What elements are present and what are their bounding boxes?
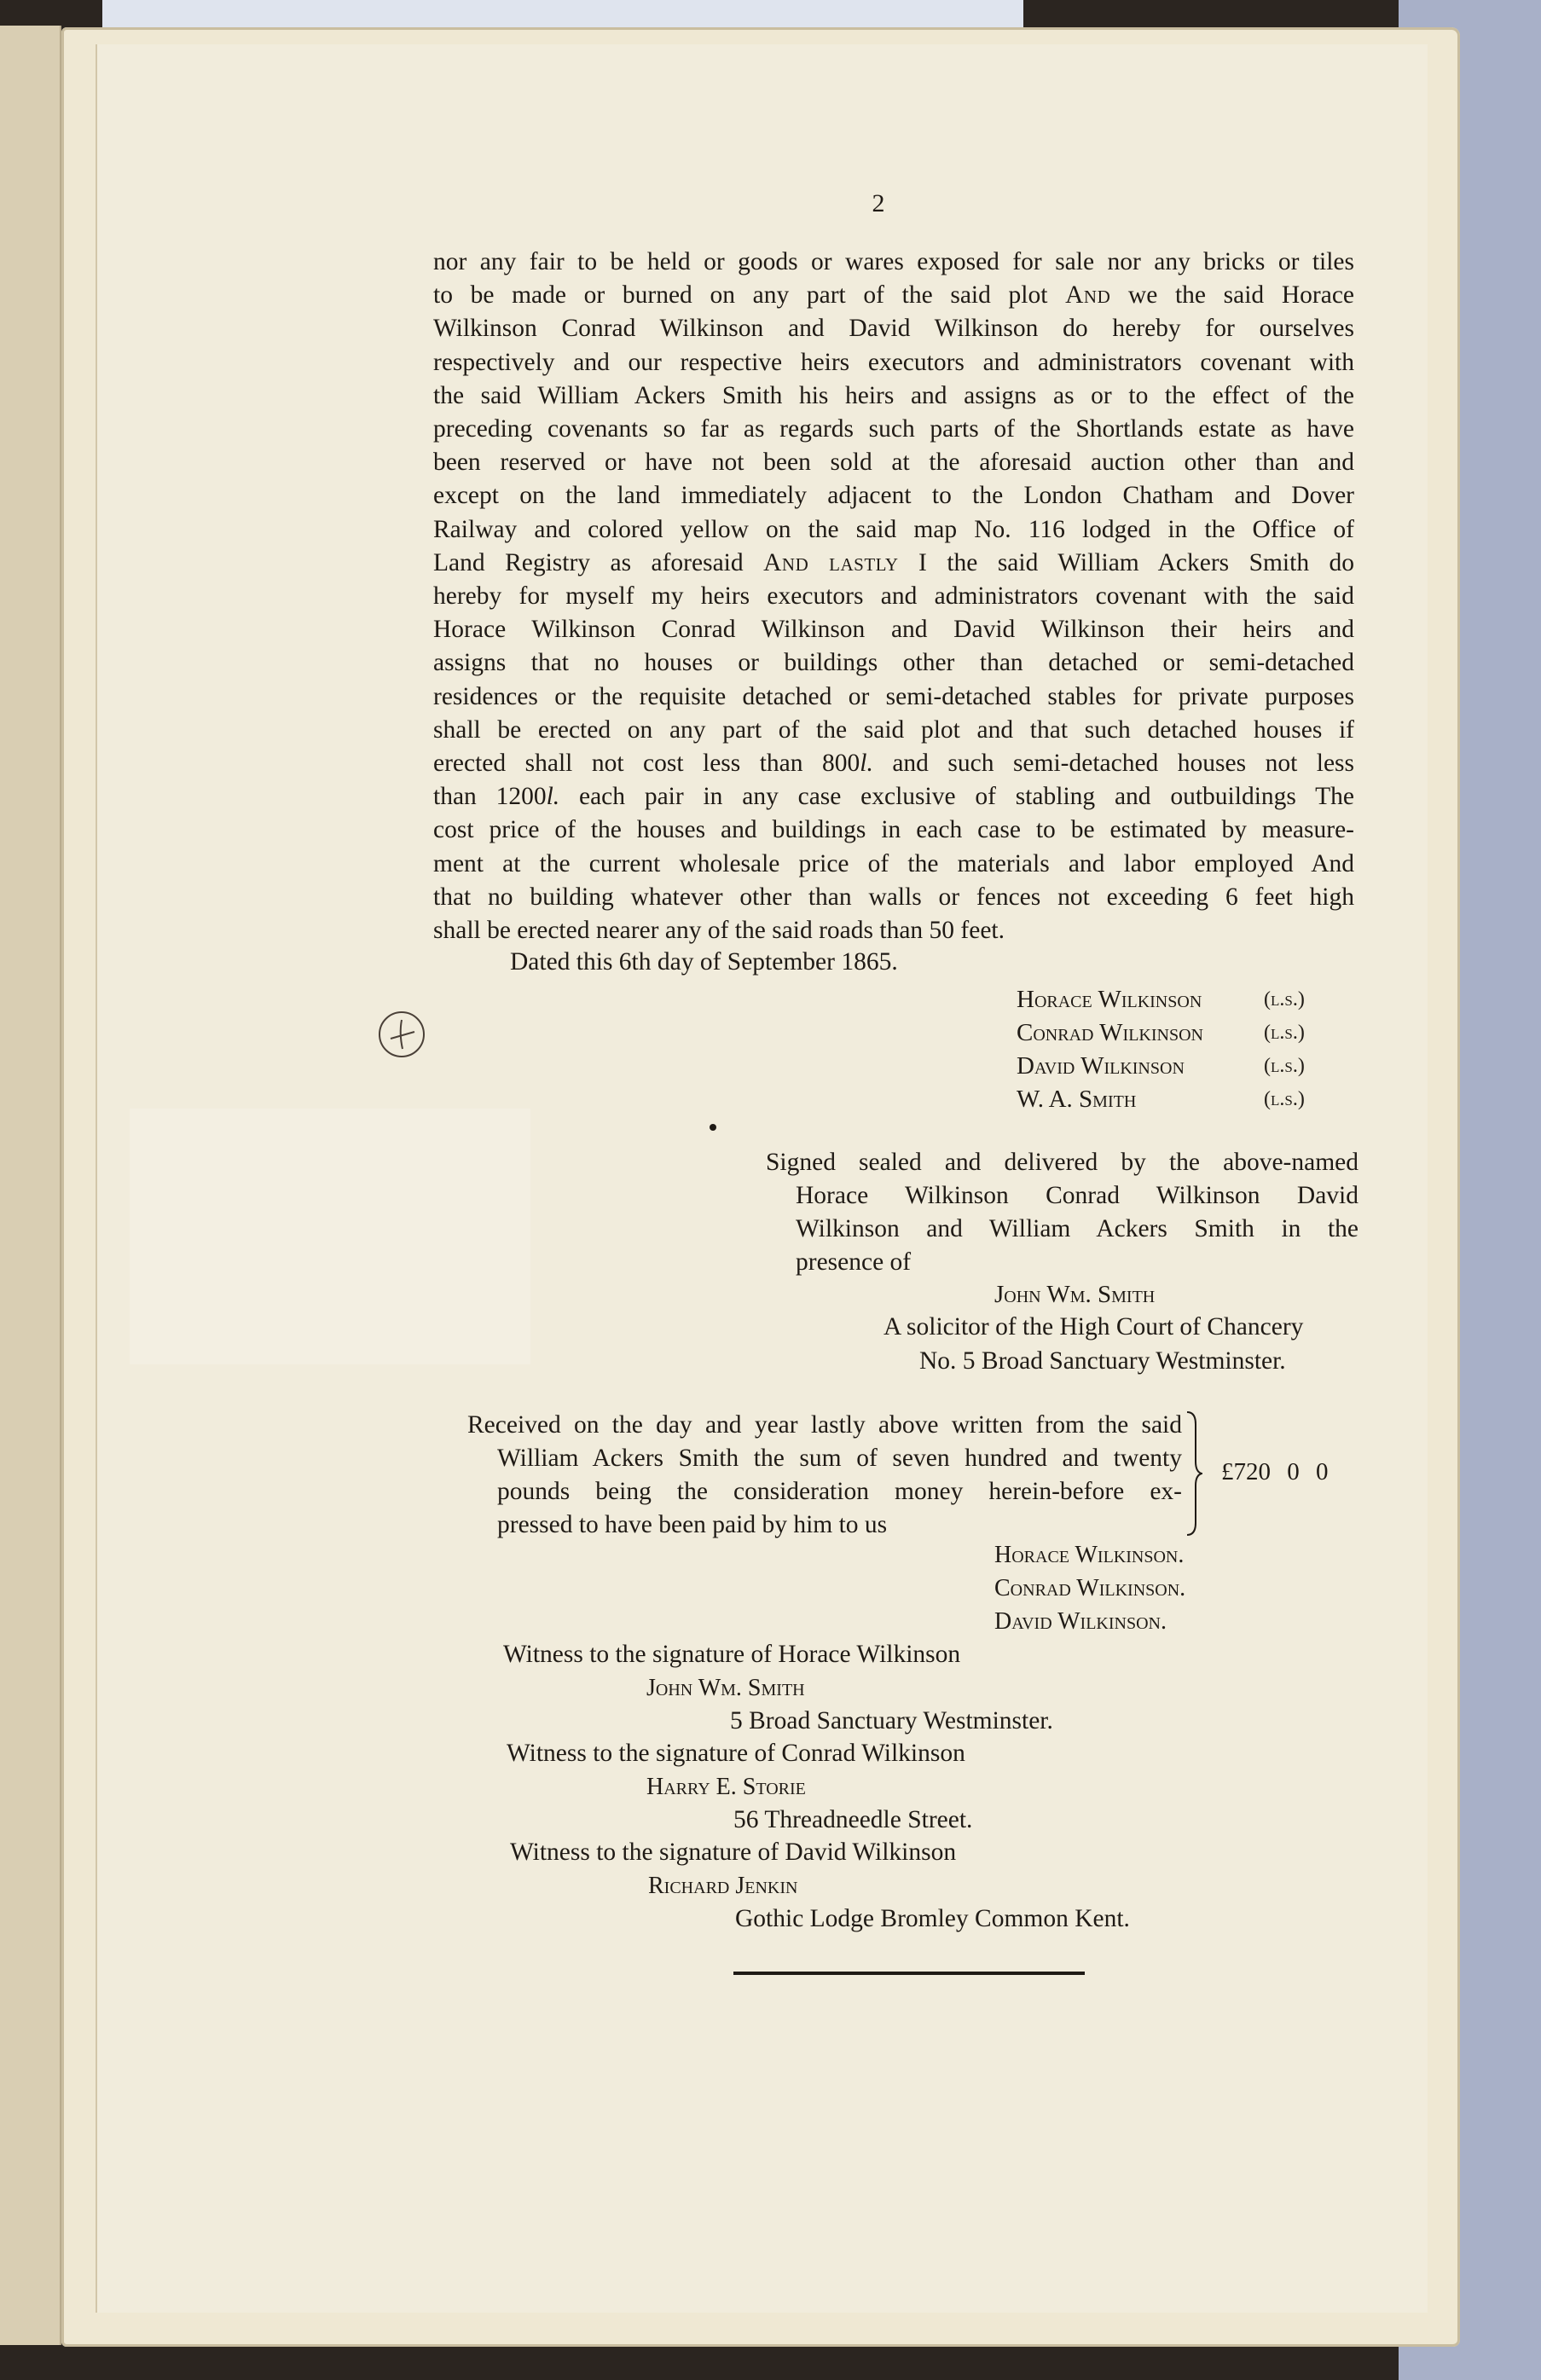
witness-address: 5 Broad Sanctuary Westminster.	[730, 1707, 1053, 1734]
dated-line: Dated this 6th day of September 1865.	[510, 948, 898, 976]
tape-mark	[130, 1109, 530, 1364]
body-line: respectively and our respective heirs executors and administrators covenant with	[433, 348, 1354, 376]
body-line: that no building whatever other than walls or fences not exceeding 6 feet high	[433, 883, 1354, 911]
witness-name: Richard Jenkin	[648, 1873, 798, 1899]
receipt-amount: £720 0 0	[1221, 1458, 1329, 1485]
body-line: Horace Wilkinson Conrad Wilkinson and David Wilkinson their heirs and	[433, 616, 1354, 644]
witness-caption: Witness to the signature of Conrad Wilkinson	[507, 1740, 965, 1767]
body-line: Railway and colored yellow on the said map No. 116 lodged in the Office of	[433, 515, 1354, 543]
body-line: except on the land immediately adjacent to the London Chatham and Dover	[433, 482, 1354, 510]
body-line: hereby for myself my heirs executors and administrators covenant with the said	[433, 582, 1354, 611]
signatory-name: David Wilkinson	[1017, 1052, 1185, 1080]
signatory-row	[1017, 1050, 1332, 1083]
signatory-name: W. A. Smith	[1017, 1086, 1137, 1113]
body-line: to be made or burned on any part of the said plot And we the said Horace	[433, 281, 1355, 310]
body-line: preceding covenants so far as regards such parts of the Shortlands estate as have	[433, 415, 1354, 443]
body-line: residences or the requisite detached or semi-detached stables for private purposes	[433, 682, 1354, 710]
witness-address: Gothic Lodge Bromley Common Kent.	[735, 1905, 1130, 1932]
ink-dot	[710, 1124, 716, 1131]
solicitor-address: No. 5 Broad Sanctuary Westminster.	[919, 1347, 1286, 1375]
seal-mark: (l.s.)	[1264, 1055, 1305, 1077]
body-line: nor any fair to be held or goods or wares exposed for sale nor any bricks or tiles	[433, 248, 1354, 275]
signatories-table	[1017, 983, 1332, 1116]
right-brace-icon	[1185, 1409, 1202, 1538]
signatory-row	[1017, 1016, 1332, 1050]
receipt-line: pressed to have been paid by him to us	[497, 1511, 888, 1538]
body-line: shall be erected nearer any of the said roads than 50 feet.	[433, 917, 1005, 945]
signatory-name: Horace Wilkinson	[1017, 986, 1202, 1013]
seal-mark: (l.s.)	[1264, 1022, 1305, 1044]
receipt-signature: David Wilkinson.	[994, 1608, 1167, 1635]
circled-cross-mark-icon	[375, 1008, 428, 1061]
receipt-line: pounds being the consideration money herein-before ex-	[497, 1478, 1182, 1505]
body-line: assigns that no houses or buildings other than detached or semi-detached	[433, 649, 1354, 677]
attestation-line: Horace Wilkinson Conrad Wilkinson David	[796, 1182, 1359, 1209]
body-line: cost price of the houses and buildings in each case to be estimated by measure-	[433, 816, 1354, 844]
receipt-line: William Ackers Smith the sum of seven hundred and twenty	[497, 1445, 1182, 1472]
solicitor-name: John Wm. Smith	[994, 1281, 1156, 1308]
witness-caption: Witness to the signature of David Wilkinson	[510, 1839, 957, 1866]
attestation-line: presence of	[796, 1248, 912, 1276]
signatory-name: Conrad Wilkinson	[1017, 1019, 1203, 1046]
receipt-line: Received on the day and year lastly above written from the said	[467, 1411, 1182, 1439]
receipt-clause	[467, 1409, 1182, 1542]
attestation-clause	[766, 1146, 1359, 1279]
body-line: Land Registry as aforesaid And lastly I the said William Ackers Smith do	[433, 548, 1355, 576]
witness-name: Harry E. Storie	[646, 1774, 806, 1800]
seal-mark: (l.s.)	[1264, 1088, 1305, 1110]
attestation-line: Wilkinson and William Ackers Smith in the	[796, 1215, 1359, 1242]
page-number: 2	[872, 189, 885, 217]
closing-rule	[733, 1972, 1085, 1975]
body-line: the said William Ackers Smith his heirs and assigns as or to the effect of the	[433, 381, 1354, 409]
signatory-row	[1017, 983, 1332, 1016]
solicitor-title: A solicitor of the High Court of Chancery	[883, 1313, 1304, 1341]
attestation-line: Signed sealed and delivered by the above-named	[766, 1149, 1359, 1176]
deed-body	[433, 246, 1354, 947]
background-left-page	[0, 26, 61, 2345]
receipt-signature: Conrad Wilkinson.	[994, 1575, 1186, 1601]
body-line: erected shall not cost less than 800l. and such semi-detached houses not less	[433, 750, 1354, 778]
signatory-row	[1017, 1083, 1332, 1116]
body-line: been reserved or have not been sold at the aforesaid auction other than and	[433, 449, 1354, 477]
witness-address: 56 Threadneedle Street.	[733, 1806, 973, 1833]
witness-caption: Witness to the signature of Horace Wilkinson	[503, 1641, 961, 1668]
body-line: than 1200l. each pair in any case exclusive of stabling and outbuildings The	[433, 783, 1354, 811]
body-line: shall be erected on any part of the said plot and that such detached houses if	[433, 715, 1354, 744]
witness-name: John Wm. Smith	[646, 1675, 805, 1701]
body-line: ment at the current wholesale price of the materials and labor employed And	[433, 849, 1354, 877]
body-line: Wilkinson Conrad Wilkinson and David Wilkinson do hereby for ourselves	[433, 315, 1354, 343]
seal-mark: (l.s.)	[1264, 988, 1305, 1010]
receipt-signature: Horace Wilkinson.	[994, 1542, 1185, 1568]
